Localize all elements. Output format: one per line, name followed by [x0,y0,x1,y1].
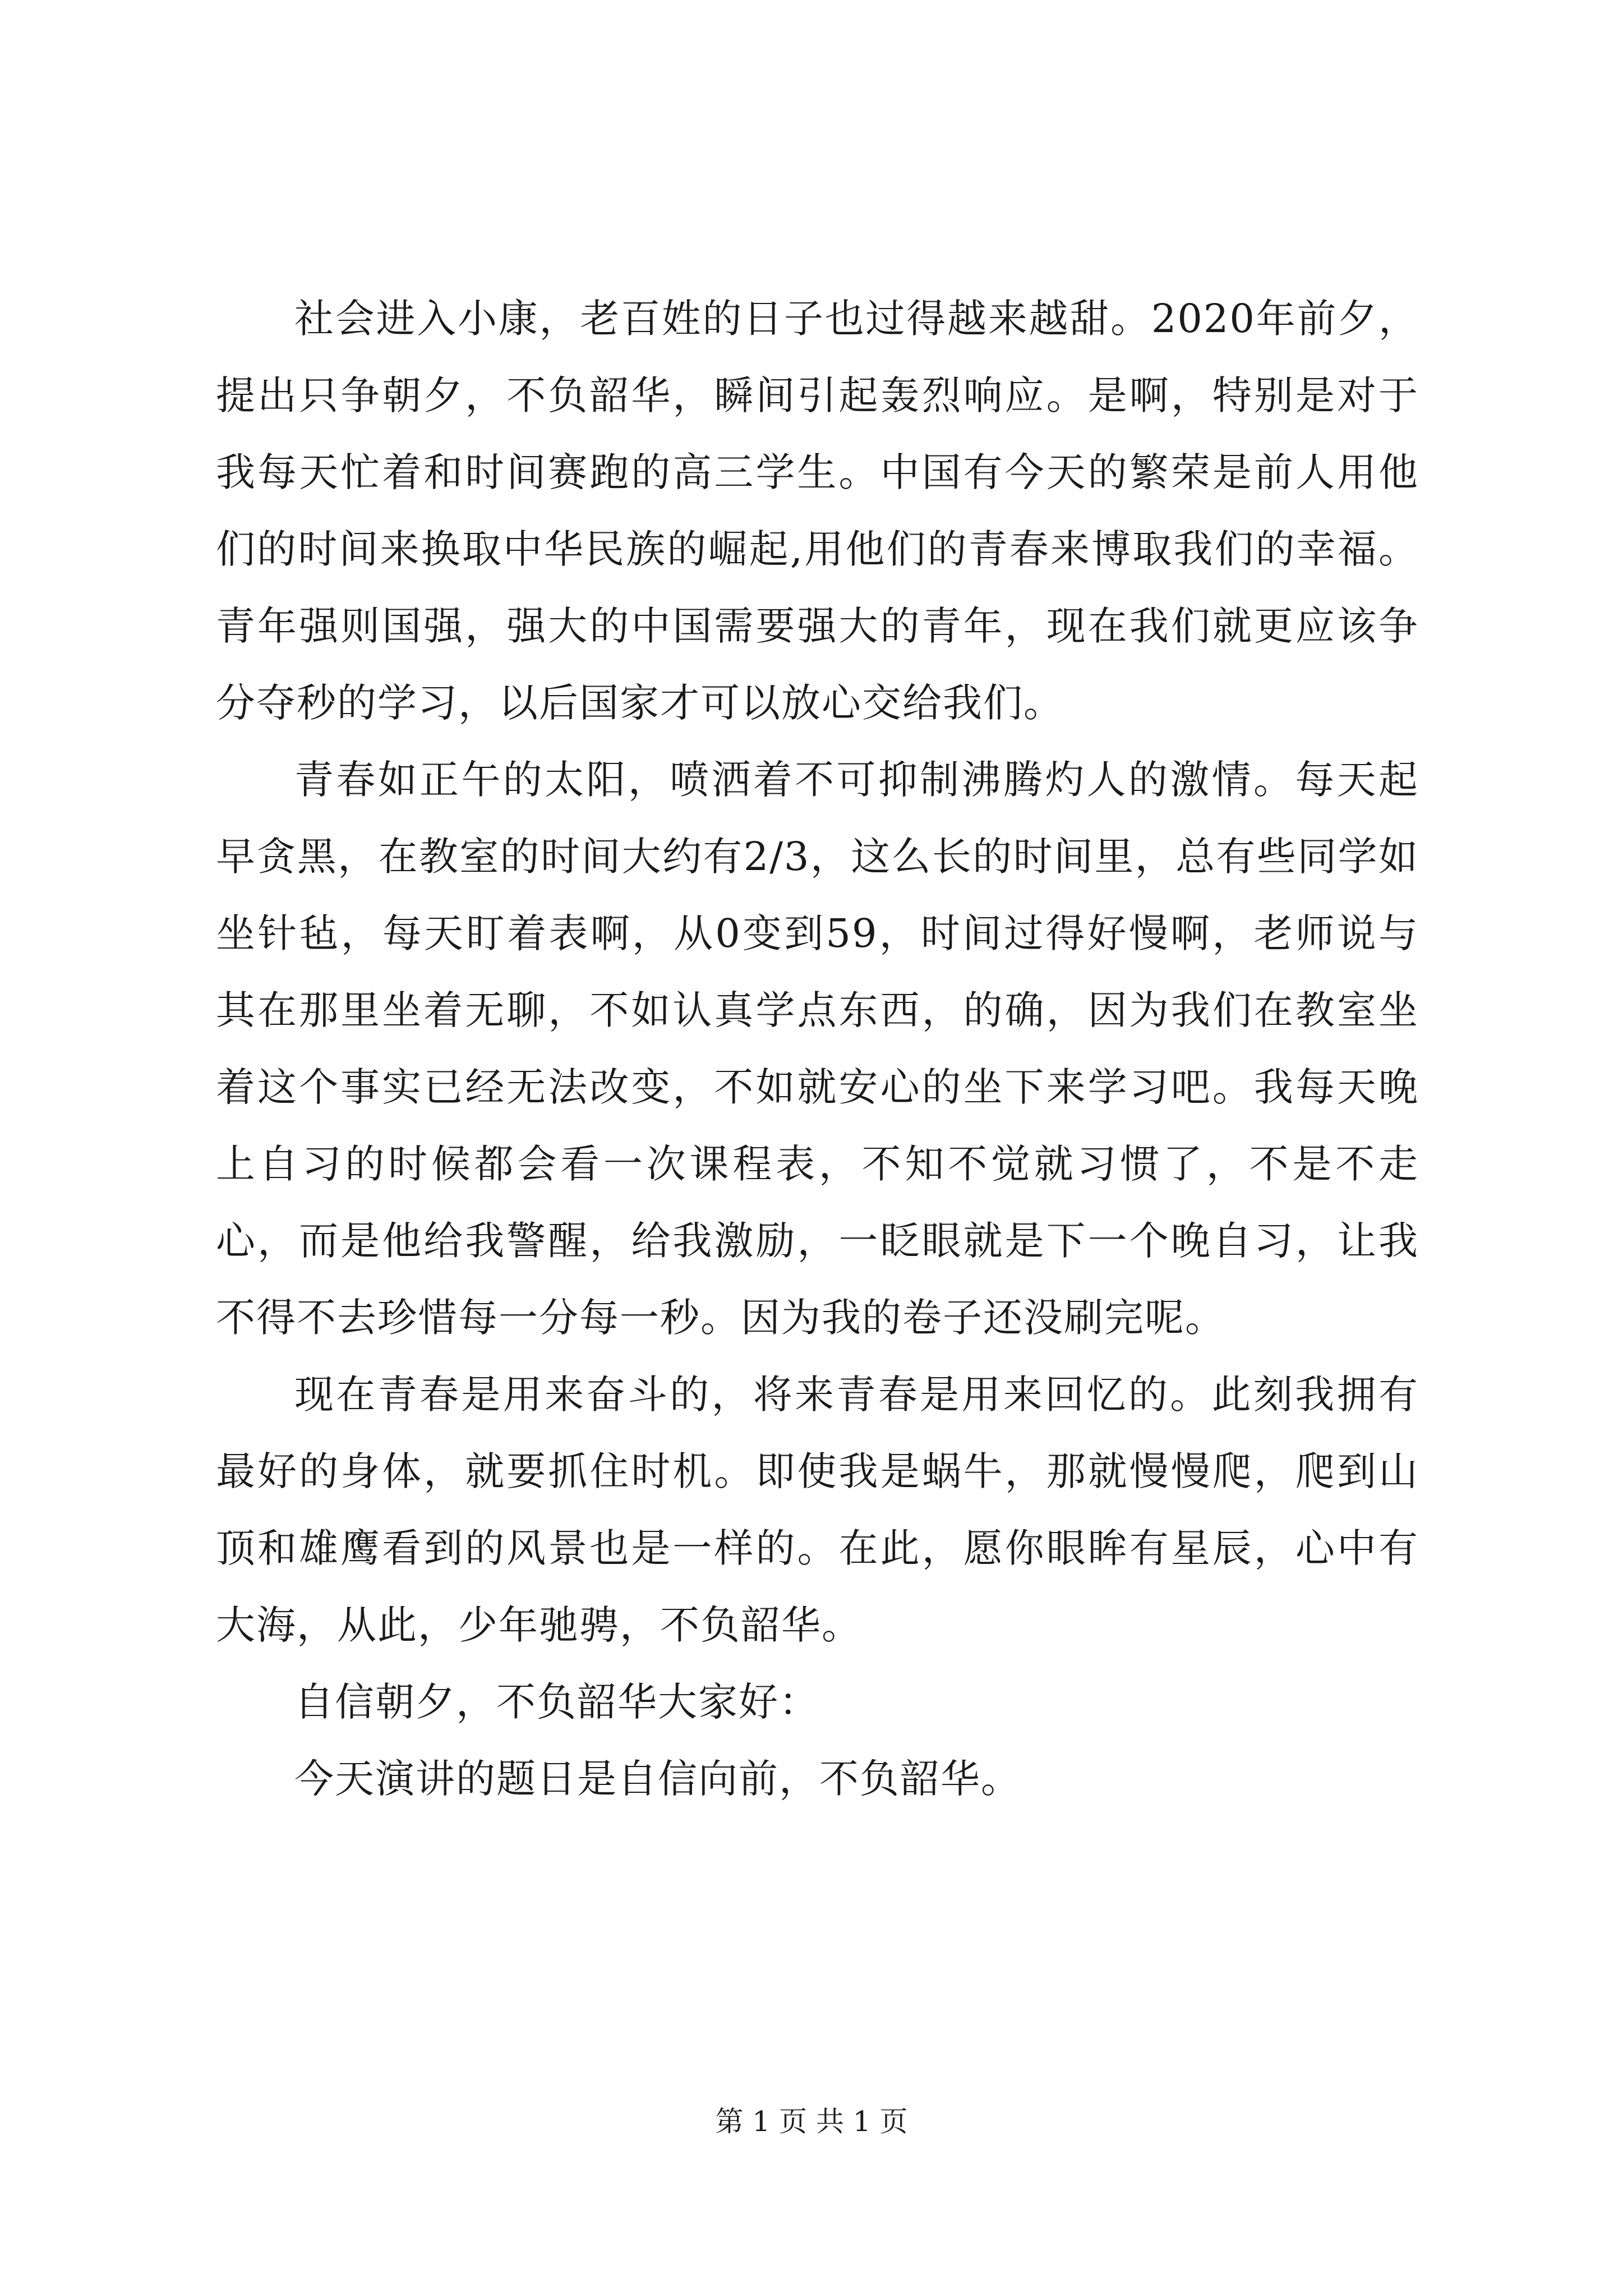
paragraph-1: 社会进入小康，老百姓的日子也过得越来越甜。2020年前夕，提出只争朝夕，不负韶华，瞬间引起轰烈响应。是啊，特别是对于我每天忙着和时间赛跑的高三学生。中国有今天的繁荣是前人用他们的时间来换取中华民族的崛起,用他们的青春来博取我们的幸福。青年强则国强，强大的中国需要强大的青年，现在我们就更应该争分夺秒的学习，以后国家才可以放心交给我们。 [216,296,1419,726]
paragraph-4: 自信朝夕，不负韶华大家好： [294,1679,819,1725]
paragraph-2: 青春如正午的太阳，喷洒着不可抑制沸腾灼人的激情。每天起早贪黑，在教室的时间大约有2/3，这么长的时间里，总有些同学如坐针毡，每天盯着表啊，从0变到59，时间过得好慢啊，老师说与其在那里坐着无聊，不如认真学点东西，的确，因为我们在教室坐着这个事实已经无法改变，不如就安心的坐下来学习吧。我每天晚上自习的时候都会看一次课程表，不知不觉就习惯了，不是不走心，而是他给我警醒，给我激励，一眨眼就是下一个晚自习，让我不得不去珍惜每一分每一秒。因为我的卷子还没刷完呢。 [216,757,1419,1341]
paragraph-3: 现在青春是用来奋斗的，将来青春是用来回忆的。此刻我拥有最好的身体，就要抓住时机。即使我是蜗牛，那就慢慢爬，爬到山顶和雄鹰看到的风景也是一样的。在此，愿你眼眸有星辰，心中有大海，从此，少年驰骋，不负韶华。 [216,1372,1419,1648]
page-footer: 第 1 页 共 1 页 [715,2105,908,2138]
document-body [216,280,1419,1818]
paragraph-5: 今天演讲的题日是自信向前，不负韶华。 [294,1756,1021,1802]
